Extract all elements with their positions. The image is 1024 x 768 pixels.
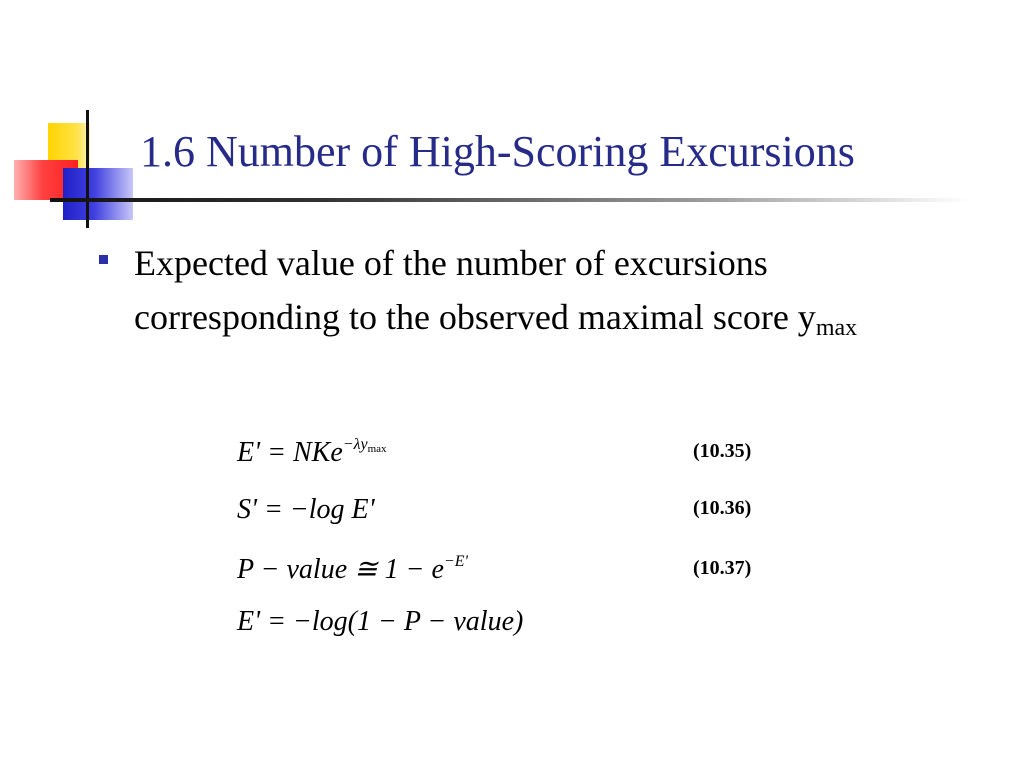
bullet-text (134, 236, 954, 344)
equation-3 (237, 552, 468, 586)
title-underline (50, 198, 970, 202)
equation-1-text: E' = NKe (237, 437, 343, 468)
equation-2-number: (10.36) (693, 497, 752, 519)
equation-3-number: (10.37) (693, 557, 752, 579)
corner-logo-decoration (0, 0, 160, 240)
vertical-line-decoration (86, 110, 89, 228)
equation-4 (237, 606, 523, 638)
equation-1-number: (10.35) (693, 440, 752, 462)
bullet-subscript: max (815, 315, 858, 341)
equation-4-text: E' = −log(1 − P − value) (237, 606, 524, 637)
bullet-text-main: Expected value of the number of excursions corresponding to the observed maximal score y (134, 243, 816, 337)
equation-3-text: P − value ≅ 1 − e (237, 554, 444, 585)
bullet-square-icon (99, 255, 108, 264)
equation-1-exponent: −λymax (342, 436, 387, 455)
equation-3-exponent: −E' (443, 553, 468, 570)
slide-title: 1.6 Number of High-Scoring Excursions (140, 127, 855, 176)
equation-1 (237, 437, 387, 469)
equation-2 (237, 494, 375, 526)
equation-2-text: S' = −log E' (237, 494, 375, 525)
equation-1-exponent-sub: max (367, 443, 387, 455)
blue-square-decoration (63, 168, 133, 220)
